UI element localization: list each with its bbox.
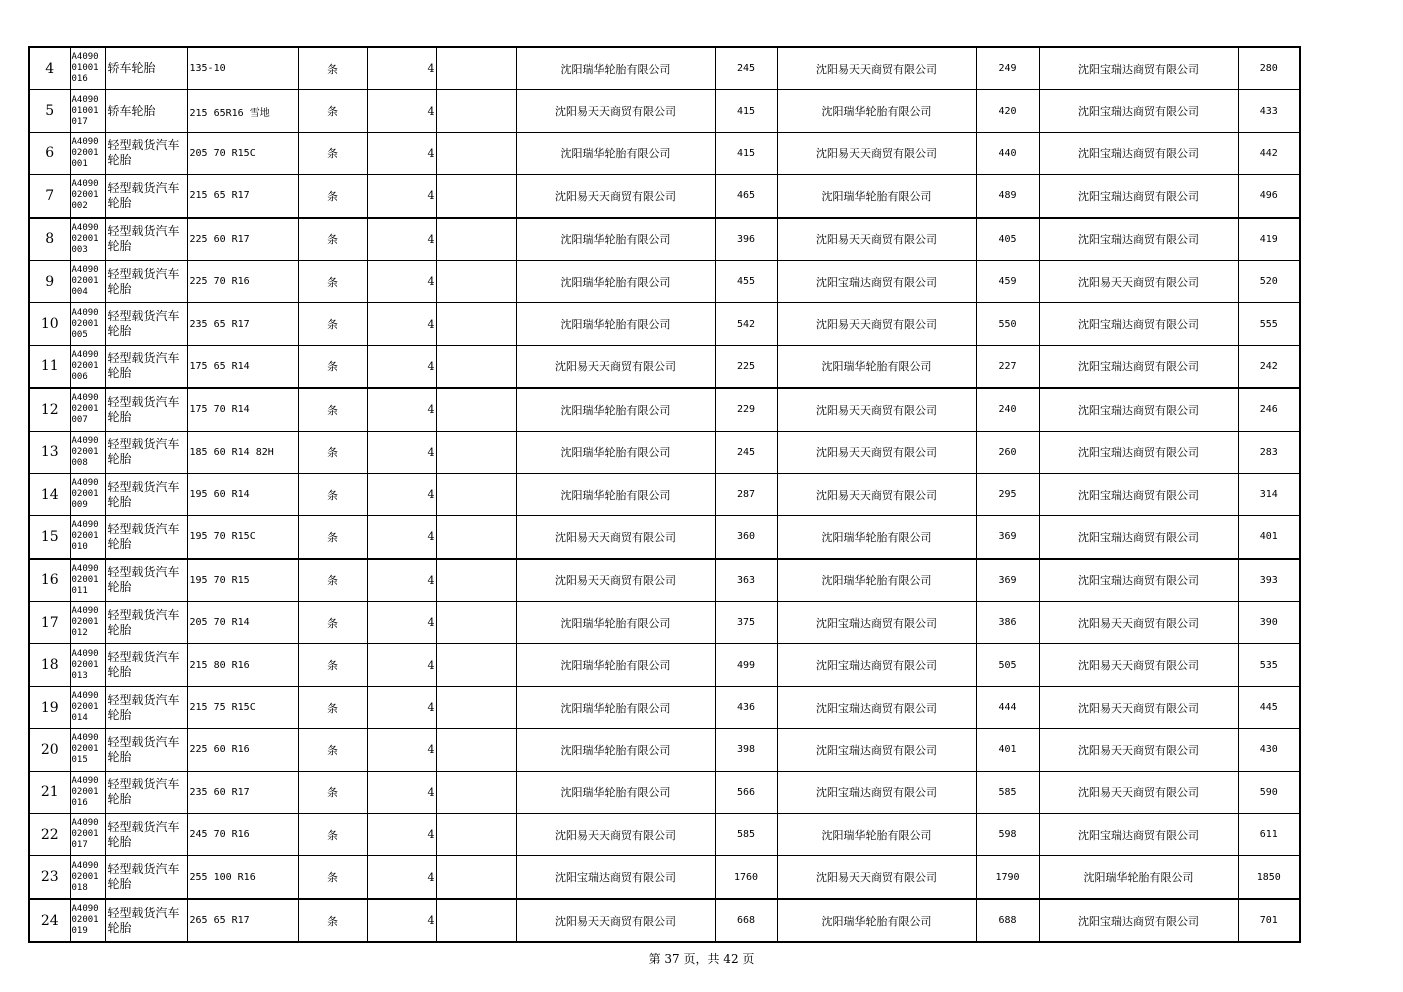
price-3: 242 bbox=[1238, 345, 1300, 388]
supplier-3: 沈阳宝瑞达商贸有限公司 bbox=[1039, 218, 1238, 261]
table-row bbox=[29, 856, 1300, 899]
price-3: 590 bbox=[1238, 771, 1300, 813]
price-2: 598 bbox=[976, 814, 1039, 856]
item-unit: 条 bbox=[298, 771, 367, 813]
item-quantity: 4 bbox=[367, 559, 436, 602]
item-spec: 185 60 R14 82H bbox=[187, 431, 298, 473]
price-3: 520 bbox=[1238, 260, 1300, 302]
price-2: 550 bbox=[976, 303, 1039, 345]
supplier-3: 沈阳宝瑞达商贸有限公司 bbox=[1039, 47, 1238, 90]
supplier-3: 沈阳瑞华轮胎有限公司 bbox=[1039, 856, 1238, 899]
supplier-3: 沈阳宝瑞达商贸有限公司 bbox=[1039, 303, 1238, 345]
table-row bbox=[29, 602, 1300, 644]
row-number: 5 bbox=[29, 90, 70, 132]
item-quantity: 4 bbox=[367, 345, 436, 388]
price-2: 688 bbox=[976, 899, 1039, 942]
item-code: A4090 02001 006 bbox=[70, 345, 105, 388]
item-code: A4090 01001 017 bbox=[70, 90, 105, 132]
price-1: 566 bbox=[715, 771, 777, 813]
price-1: 287 bbox=[715, 473, 777, 515]
price-2: 249 bbox=[976, 47, 1039, 90]
item-spec: 195 70 R15C bbox=[187, 516, 298, 559]
table-row bbox=[29, 729, 1300, 771]
price-2: 405 bbox=[976, 218, 1039, 261]
price-1: 415 bbox=[715, 132, 777, 174]
price-2: 440 bbox=[976, 132, 1039, 174]
supplier-1: 沈阳瑞华轮胎有限公司 bbox=[516, 771, 715, 813]
row-number: 19 bbox=[29, 686, 70, 728]
item-code: A4090 02001 005 bbox=[70, 303, 105, 345]
supplier-1: 沈阳易天天商贸有限公司 bbox=[516, 345, 715, 388]
price-2: 227 bbox=[976, 345, 1039, 388]
item-unit: 条 bbox=[298, 559, 367, 602]
supplier-1: 沈阳易天天商贸有限公司 bbox=[516, 814, 715, 856]
supplier-2: 沈阳易天天商贸有限公司 bbox=[777, 47, 976, 90]
item-unit: 条 bbox=[298, 856, 367, 899]
item-name: 轻型载货汽车轮胎 bbox=[105, 856, 187, 899]
item-spec: 255 100 R16 bbox=[187, 856, 298, 899]
row-number: 7 bbox=[29, 175, 70, 218]
supplier-3: 沈阳宝瑞达商贸有限公司 bbox=[1039, 559, 1238, 602]
blank-cell bbox=[436, 345, 516, 388]
table-row bbox=[29, 473, 1300, 515]
price-2: 369 bbox=[976, 516, 1039, 559]
price-3: 419 bbox=[1238, 218, 1300, 261]
price-1: 542 bbox=[715, 303, 777, 345]
item-name: 轻型载货汽车轮胎 bbox=[105, 559, 187, 602]
supplier-2: 沈阳易天天商贸有限公司 bbox=[777, 473, 976, 515]
item-name: 轻型载货汽车轮胎 bbox=[105, 602, 187, 644]
item-quantity: 4 bbox=[367, 260, 436, 302]
supplier-2: 沈阳宝瑞达商贸有限公司 bbox=[777, 729, 976, 771]
price-2: 401 bbox=[976, 729, 1039, 771]
supplier-1: 沈阳瑞华轮胎有限公司 bbox=[516, 260, 715, 302]
supplier-1: 沈阳易天天商贸有限公司 bbox=[516, 516, 715, 559]
item-quantity: 4 bbox=[367, 431, 436, 473]
item-code: A4090 02001 002 bbox=[70, 175, 105, 218]
price-1: 499 bbox=[715, 644, 777, 686]
supplier-3: 沈阳宝瑞达商贸有限公司 bbox=[1039, 132, 1238, 174]
price-1: 585 bbox=[715, 814, 777, 856]
item-unit: 条 bbox=[298, 132, 367, 174]
supplier-2: 沈阳瑞华轮胎有限公司 bbox=[777, 516, 976, 559]
supplier-1: 沈阳瑞华轮胎有限公司 bbox=[516, 644, 715, 686]
price-1: 225 bbox=[715, 345, 777, 388]
supplier-1: 沈阳瑞华轮胎有限公司 bbox=[516, 47, 715, 90]
supplier-3: 沈阳易天天商贸有限公司 bbox=[1039, 686, 1238, 728]
supplier-3: 沈阳易天天商贸有限公司 bbox=[1039, 644, 1238, 686]
table-row bbox=[29, 516, 1300, 559]
item-unit: 条 bbox=[298, 899, 367, 942]
row-number: 13 bbox=[29, 431, 70, 473]
supplier-1: 沈阳瑞华轮胎有限公司 bbox=[516, 729, 715, 771]
row-number: 9 bbox=[29, 260, 70, 302]
row-number: 12 bbox=[29, 388, 70, 431]
supplier-3: 沈阳宝瑞达商贸有限公司 bbox=[1039, 345, 1238, 388]
price-3: 283 bbox=[1238, 431, 1300, 473]
price-1: 245 bbox=[715, 47, 777, 90]
item-quantity: 4 bbox=[367, 899, 436, 942]
item-quantity: 4 bbox=[367, 218, 436, 261]
row-number: 14 bbox=[29, 473, 70, 515]
blank-cell bbox=[436, 90, 516, 132]
item-name: 轻型载货汽车轮胎 bbox=[105, 814, 187, 856]
supplier-3: 沈阳宝瑞达商贸有限公司 bbox=[1039, 473, 1238, 515]
blank-cell bbox=[436, 473, 516, 515]
blank-cell bbox=[436, 218, 516, 261]
row-number: 18 bbox=[29, 644, 70, 686]
table-row bbox=[29, 431, 1300, 473]
price-2: 489 bbox=[976, 175, 1039, 218]
table-row bbox=[29, 303, 1300, 345]
price-1: 360 bbox=[715, 516, 777, 559]
item-name: 轻型载货汽车轮胎 bbox=[105, 899, 187, 942]
blank-cell bbox=[436, 814, 516, 856]
item-unit: 条 bbox=[298, 345, 367, 388]
item-name: 轻型载货汽车轮胎 bbox=[105, 260, 187, 302]
supplier-2: 沈阳瑞华轮胎有限公司 bbox=[777, 90, 976, 132]
item-name: 轻型载货汽车轮胎 bbox=[105, 218, 187, 261]
price-3: 433 bbox=[1238, 90, 1300, 132]
item-name: 轻型载货汽车轮胎 bbox=[105, 644, 187, 686]
supplier-1: 沈阳宝瑞达商贸有限公司 bbox=[516, 856, 715, 899]
supplier-3: 沈阳易天天商贸有限公司 bbox=[1039, 729, 1238, 771]
blank-cell bbox=[436, 175, 516, 218]
price-1: 229 bbox=[715, 388, 777, 431]
price-3: 535 bbox=[1238, 644, 1300, 686]
price-3: 390 bbox=[1238, 602, 1300, 644]
item-quantity: 4 bbox=[367, 686, 436, 728]
supplier-3: 沈阳易天天商贸有限公司 bbox=[1039, 771, 1238, 813]
price-1: 1760 bbox=[715, 856, 777, 899]
supplier-2: 沈阳易天天商贸有限公司 bbox=[777, 388, 976, 431]
price-3: 442 bbox=[1238, 132, 1300, 174]
table-row bbox=[29, 644, 1300, 686]
item-unit: 条 bbox=[298, 814, 367, 856]
item-spec: 175 70 R14 bbox=[187, 388, 298, 431]
price-1: 245 bbox=[715, 431, 777, 473]
item-name: 轻型载货汽车轮胎 bbox=[105, 388, 187, 431]
supplier-1: 沈阳瑞华轮胎有限公司 bbox=[516, 431, 715, 473]
blank-cell bbox=[436, 431, 516, 473]
item-code: A4090 02001 011 bbox=[70, 559, 105, 602]
price-2: 386 bbox=[976, 602, 1039, 644]
item-quantity: 4 bbox=[367, 814, 436, 856]
blank-cell bbox=[436, 260, 516, 302]
supplier-2: 沈阳瑞华轮胎有限公司 bbox=[777, 345, 976, 388]
item-unit: 条 bbox=[298, 175, 367, 218]
price-2: 240 bbox=[976, 388, 1039, 431]
price-comparison-table bbox=[28, 46, 1301, 943]
item-unit: 条 bbox=[298, 303, 367, 345]
supplier-1: 沈阳易天天商贸有限公司 bbox=[516, 175, 715, 218]
price-1: 415 bbox=[715, 90, 777, 132]
table-row bbox=[29, 899, 1300, 942]
supplier-2: 沈阳瑞华轮胎有限公司 bbox=[777, 175, 976, 218]
row-number: 23 bbox=[29, 856, 70, 899]
item-quantity: 4 bbox=[367, 771, 436, 813]
supplier-1: 沈阳瑞华轮胎有限公司 bbox=[516, 686, 715, 728]
price-3: 555 bbox=[1238, 303, 1300, 345]
price-3: 701 bbox=[1238, 899, 1300, 942]
item-name: 轿车轮胎 bbox=[105, 47, 187, 90]
blank-cell bbox=[436, 729, 516, 771]
item-spec: 225 60 R17 bbox=[187, 218, 298, 261]
table-row bbox=[29, 771, 1300, 813]
blank-cell bbox=[436, 388, 516, 431]
blank-cell bbox=[436, 856, 516, 899]
supplier-1: 沈阳易天天商贸有限公司 bbox=[516, 559, 715, 602]
item-unit: 条 bbox=[298, 473, 367, 515]
item-code: A4090 02001 016 bbox=[70, 771, 105, 813]
item-unit: 条 bbox=[298, 686, 367, 728]
supplier-2: 沈阳瑞华轮胎有限公司 bbox=[777, 559, 976, 602]
item-spec: 265 65 R17 bbox=[187, 899, 298, 942]
supplier-3: 沈阳宝瑞达商贸有限公司 bbox=[1039, 431, 1238, 473]
supplier-2: 沈阳易天天商贸有限公司 bbox=[777, 303, 976, 345]
item-code: A4090 02001 001 bbox=[70, 132, 105, 174]
price-1: 396 bbox=[715, 218, 777, 261]
supplier-1: 沈阳瑞华轮胎有限公司 bbox=[516, 132, 715, 174]
table-row bbox=[29, 47, 1300, 90]
price-2: 459 bbox=[976, 260, 1039, 302]
supplier-1: 沈阳瑞华轮胎有限公司 bbox=[516, 218, 715, 261]
item-quantity: 4 bbox=[367, 729, 436, 771]
supplier-2: 沈阳瑞华轮胎有限公司 bbox=[777, 899, 976, 942]
row-number: 17 bbox=[29, 602, 70, 644]
supplier-2: 沈阳易天天商贸有限公司 bbox=[777, 856, 976, 899]
item-code: A4090 02001 018 bbox=[70, 856, 105, 899]
row-number: 4 bbox=[29, 47, 70, 90]
price-3: 611 bbox=[1238, 814, 1300, 856]
row-number: 8 bbox=[29, 218, 70, 261]
supplier-1: 沈阳瑞华轮胎有限公司 bbox=[516, 473, 715, 515]
supplier-1: 沈阳瑞华轮胎有限公司 bbox=[516, 303, 715, 345]
item-code: A4090 02001 015 bbox=[70, 729, 105, 771]
item-code: A4090 02001 013 bbox=[70, 644, 105, 686]
supplier-2: 沈阳易天天商贸有限公司 bbox=[777, 218, 976, 261]
row-number: 6 bbox=[29, 132, 70, 174]
supplier-2: 沈阳宝瑞达商贸有限公司 bbox=[777, 602, 976, 644]
supplier-3: 沈阳宝瑞达商贸有限公司 bbox=[1039, 90, 1238, 132]
item-spec: 215 65 R17 bbox=[187, 175, 298, 218]
blank-cell bbox=[436, 644, 516, 686]
table-row bbox=[29, 90, 1300, 132]
price-3: 393 bbox=[1238, 559, 1300, 602]
blank-cell bbox=[436, 899, 516, 942]
price-1: 668 bbox=[715, 899, 777, 942]
item-spec: 135-10 bbox=[187, 47, 298, 90]
price-3: 246 bbox=[1238, 388, 1300, 431]
price-1: 465 bbox=[715, 175, 777, 218]
row-number: 20 bbox=[29, 729, 70, 771]
row-number: 22 bbox=[29, 814, 70, 856]
row-number: 24 bbox=[29, 899, 70, 942]
price-2: 260 bbox=[976, 431, 1039, 473]
item-spec: 195 60 R14 bbox=[187, 473, 298, 515]
row-number: 11 bbox=[29, 345, 70, 388]
item-spec: 235 60 R17 bbox=[187, 771, 298, 813]
item-name: 轿车轮胎 bbox=[105, 90, 187, 132]
price-3: 280 bbox=[1238, 47, 1300, 90]
row-number: 10 bbox=[29, 303, 70, 345]
price-1: 375 bbox=[715, 602, 777, 644]
item-spec: 175 65 R14 bbox=[187, 345, 298, 388]
price-2: 505 bbox=[976, 644, 1039, 686]
item-code: A4090 02001 003 bbox=[70, 218, 105, 261]
price-2: 369 bbox=[976, 559, 1039, 602]
item-code: A4090 02001 009 bbox=[70, 473, 105, 515]
item-code: A4090 02001 012 bbox=[70, 602, 105, 644]
item-spec: 205 70 R14 bbox=[187, 602, 298, 644]
blank-cell bbox=[436, 47, 516, 90]
supplier-2: 沈阳易天天商贸有限公司 bbox=[777, 431, 976, 473]
price-2: 585 bbox=[976, 771, 1039, 813]
row-number: 15 bbox=[29, 516, 70, 559]
supplier-3: 沈阳易天天商贸有限公司 bbox=[1039, 602, 1238, 644]
supplier-3: 沈阳宝瑞达商贸有限公司 bbox=[1039, 175, 1238, 218]
blank-cell bbox=[436, 686, 516, 728]
item-name: 轻型载货汽车轮胎 bbox=[105, 686, 187, 728]
price-2: 1790 bbox=[976, 856, 1039, 899]
item-spec: 215 80 R16 bbox=[187, 644, 298, 686]
item-unit: 条 bbox=[298, 90, 367, 132]
item-name: 轻型载货汽车轮胎 bbox=[105, 175, 187, 218]
item-code: A4090 02001 004 bbox=[70, 260, 105, 302]
item-name: 轻型载货汽车轮胎 bbox=[105, 729, 187, 771]
item-name: 轻型载货汽车轮胎 bbox=[105, 431, 187, 473]
item-quantity: 4 bbox=[367, 856, 436, 899]
item-spec: 225 70 R16 bbox=[187, 260, 298, 302]
item-unit: 条 bbox=[298, 388, 367, 431]
supplier-2: 沈阳易天天商贸有限公司 bbox=[777, 132, 976, 174]
table-row bbox=[29, 388, 1300, 431]
item-code: A4090 02001 014 bbox=[70, 686, 105, 728]
item-quantity: 4 bbox=[367, 644, 436, 686]
price-2: 420 bbox=[976, 90, 1039, 132]
item-unit: 条 bbox=[298, 729, 367, 771]
supplier-2: 沈阳宝瑞达商贸有限公司 bbox=[777, 771, 976, 813]
supplier-3: 沈阳宝瑞达商贸有限公司 bbox=[1039, 899, 1238, 942]
item-spec: 225 60 R16 bbox=[187, 729, 298, 771]
table-row bbox=[29, 686, 1300, 728]
item-name: 轻型载货汽车轮胎 bbox=[105, 473, 187, 515]
item-quantity: 4 bbox=[367, 388, 436, 431]
supplier-3: 沈阳宝瑞达商贸有限公司 bbox=[1039, 516, 1238, 559]
item-name: 轻型载货汽车轮胎 bbox=[105, 771, 187, 813]
item-unit: 条 bbox=[298, 260, 367, 302]
row-number: 21 bbox=[29, 771, 70, 813]
item-code: A4090 02001 008 bbox=[70, 431, 105, 473]
price-1: 398 bbox=[715, 729, 777, 771]
item-unit: 条 bbox=[298, 218, 367, 261]
item-quantity: 4 bbox=[367, 47, 436, 90]
price-3: 314 bbox=[1238, 473, 1300, 515]
item-spec: 205 70 R15C bbox=[187, 132, 298, 174]
blank-cell bbox=[436, 516, 516, 559]
table-row bbox=[29, 218, 1300, 261]
item-code: A4090 02001 019 bbox=[70, 899, 105, 942]
price-3: 430 bbox=[1238, 729, 1300, 771]
supplier-1: 沈阳易天天商贸有限公司 bbox=[516, 90, 715, 132]
supplier-2: 沈阳宝瑞达商贸有限公司 bbox=[777, 644, 976, 686]
supplier-3: 沈阳宝瑞达商贸有限公司 bbox=[1039, 388, 1238, 431]
price-1: 455 bbox=[715, 260, 777, 302]
row-number: 16 bbox=[29, 559, 70, 602]
supplier-1: 沈阳瑞华轮胎有限公司 bbox=[516, 388, 715, 431]
item-name: 轻型载货汽车轮胎 bbox=[105, 132, 187, 174]
blank-cell bbox=[436, 559, 516, 602]
item-unit: 条 bbox=[298, 644, 367, 686]
price-3: 401 bbox=[1238, 516, 1300, 559]
item-unit: 条 bbox=[298, 47, 367, 90]
item-quantity: 4 bbox=[367, 175, 436, 218]
table-row bbox=[29, 559, 1300, 602]
table-body bbox=[29, 47, 1300, 942]
price-3: 496 bbox=[1238, 175, 1300, 218]
blank-cell bbox=[436, 602, 516, 644]
item-code: A4090 01001 016 bbox=[70, 47, 105, 90]
item-name: 轻型载货汽车轮胎 bbox=[105, 516, 187, 559]
price-3: 1850 bbox=[1238, 856, 1300, 899]
price-1: 436 bbox=[715, 686, 777, 728]
item-quantity: 4 bbox=[367, 303, 436, 345]
table-row bbox=[29, 132, 1300, 174]
item-spec: 245 70 R16 bbox=[187, 814, 298, 856]
table-row bbox=[29, 814, 1300, 856]
item-quantity: 4 bbox=[367, 516, 436, 559]
item-spec: 195 70 R15 bbox=[187, 559, 298, 602]
item-unit: 条 bbox=[298, 431, 367, 473]
blank-cell bbox=[436, 303, 516, 345]
item-spec: 215 65R16 雪地 bbox=[187, 90, 298, 132]
item-spec: 235 65 R17 bbox=[187, 303, 298, 345]
blank-cell bbox=[436, 771, 516, 813]
supplier-3: 沈阳宝瑞达商贸有限公司 bbox=[1039, 814, 1238, 856]
item-quantity: 4 bbox=[367, 602, 436, 644]
item-quantity: 4 bbox=[367, 90, 436, 132]
table-row bbox=[29, 260, 1300, 302]
blank-cell bbox=[436, 132, 516, 174]
item-quantity: 4 bbox=[367, 473, 436, 515]
supplier-2: 沈阳宝瑞达商贸有限公司 bbox=[777, 686, 976, 728]
supplier-2: 沈阳宝瑞达商贸有限公司 bbox=[777, 260, 976, 302]
item-unit: 条 bbox=[298, 602, 367, 644]
supplier-1: 沈阳易天天商贸有限公司 bbox=[516, 899, 715, 942]
supplier-2: 沈阳瑞华轮胎有限公司 bbox=[777, 814, 976, 856]
item-spec: 215 75 R15C bbox=[187, 686, 298, 728]
page-footer: 第 37 页，共 42 页 bbox=[648, 952, 755, 966]
table-row bbox=[29, 175, 1300, 218]
price-2: 295 bbox=[976, 473, 1039, 515]
item-unit: 条 bbox=[298, 516, 367, 559]
price-2: 444 bbox=[976, 686, 1039, 728]
table-row bbox=[29, 345, 1300, 388]
item-code: A4090 02001 017 bbox=[70, 814, 105, 856]
item-code: A4090 02001 007 bbox=[70, 388, 105, 431]
supplier-1: 沈阳瑞华轮胎有限公司 bbox=[516, 602, 715, 644]
item-quantity: 4 bbox=[367, 132, 436, 174]
item-code: A4090 02001 010 bbox=[70, 516, 105, 559]
item-name: 轻型载货汽车轮胎 bbox=[105, 303, 187, 345]
price-1: 363 bbox=[715, 559, 777, 602]
item-name: 轻型载货汽车轮胎 bbox=[105, 345, 187, 388]
supplier-3: 沈阳易天天商贸有限公司 bbox=[1039, 260, 1238, 302]
price-3: 445 bbox=[1238, 686, 1300, 728]
